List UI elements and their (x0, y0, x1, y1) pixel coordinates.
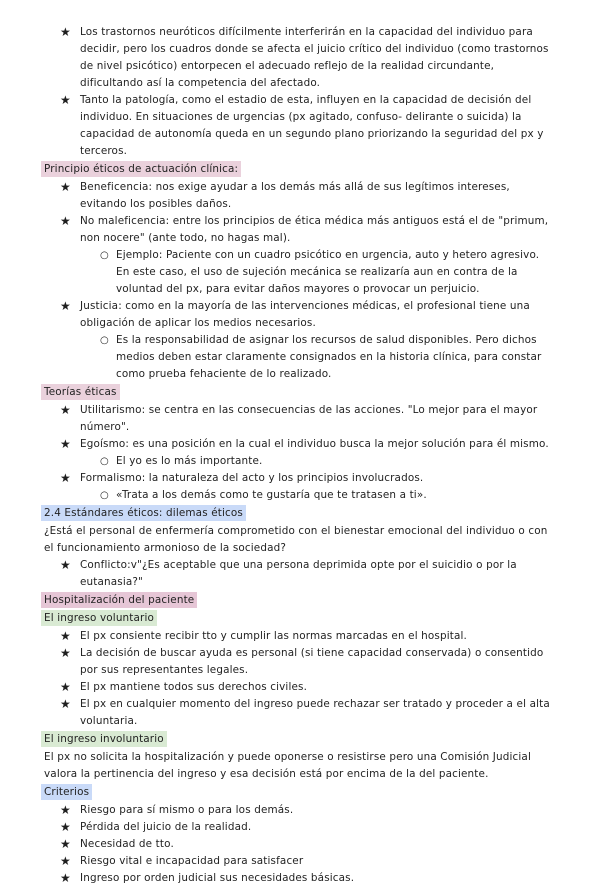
section-heading-teorias: Teorías éticas (0, 384, 600, 401)
sub-list-item-text: El yo es lo más importante. (116, 455, 263, 467)
list-item-text: Formalismo: la naturaleza del acto y los principios involucrados. (80, 472, 424, 484)
sub-list-item-text: Ejemplo: Paciente con un cuadro psicótico en urgencia, auto y hetero agresivo. En este caso, el uso de sujeción mecánica se realizaría aun en contra de la voluntad del px, para evitar daños mayores o provocar un perjuicio. (116, 249, 540, 295)
list-item (0, 213, 600, 247)
star-icon: ★ (60, 403, 71, 417)
star-icon: ★ (60, 437, 71, 451)
star-icon: ★ (60, 214, 71, 228)
star-icon: ★ (60, 646, 71, 660)
list-item (0, 628, 600, 645)
list-item-text: La decisión de buscar ayuda es personal (si tiene capacidad conservada) o consentido por sus representantes legales. (80, 647, 544, 676)
sub-list-item (0, 453, 600, 470)
star-icon: ★ (60, 299, 71, 313)
circle-icon: ○ (100, 250, 109, 261)
star-icon: ★ (60, 871, 71, 885)
star-icon: ★ (60, 93, 71, 107)
list-item (0, 802, 600, 819)
sub-list-item (0, 487, 600, 504)
list-item (0, 298, 600, 332)
list-item (0, 436, 600, 453)
star-icon: ★ (60, 697, 71, 711)
list-item-text: No maleficencia: entre los principios de ética médica más antiguos está el de "primum, non nocere" (ante todo, no hagas mal). (80, 215, 549, 244)
list-item-text: Riesgo vital e incapacidad para satisfacer (80, 855, 304, 867)
star-icon: ★ (60, 629, 71, 643)
list-item-text: El px consiente recibir tto y cumplir las normas marcadas en el hospital. (80, 630, 468, 642)
sub-list-item (0, 332, 600, 383)
list-item-text: Egoísmo: es una posición en la cual el individuo busca la mejor solución para él mismo. (80, 438, 549, 450)
sub-list-item-text: Es la responsabilidad de asignar los recursos de salud disponibles. Pero dichos medios deben estar claramente consignados en la historia clínica, para constar como prueba fehaciente de lo realizado. (116, 334, 542, 380)
list-item-text: Necesidad de tto. (80, 838, 174, 850)
list-item (0, 645, 600, 679)
section-heading-principios: Principio éticos de actuación clínica: (0, 161, 600, 178)
section-heading-hospitalizacion: Hospitalización del paciente (0, 592, 600, 609)
star-icon: ★ (60, 803, 71, 817)
list-item-text: Pérdida del juicio de la realidad. (80, 821, 252, 833)
sub-list-item-text: «Trata a los demás como te gustaría que te tratasen a ti». (116, 489, 427, 501)
subheading-involuntario: El ingreso involuntario (0, 731, 600, 748)
star-icon: ★ (60, 180, 71, 194)
list-item (0, 24, 600, 92)
circle-icon: ○ (100, 490, 109, 501)
list-item-text: Utilitarismo: se centra en las consecuencias de las acciones. "Lo mejor para el mayor número". (80, 404, 538, 433)
list-item-text: Tanto la patología, como el estadio de esta, influyen en la capacidad de decisión del individuo. En situaciones de urgencias (px agitado, confuso- delirante o suicida) la capacidad de autonomía queda en un segundo plano priorizando la seguridad del px y terceros. (80, 94, 544, 157)
sub-list-item (0, 247, 600, 298)
paragraph-involuntario: El px no solicita la hospitalización y puede oponerse o resistirse pero una Comisión Judicial valora la pertinencia del ingreso y esa decisión está por encima de la del paciente. (44, 751, 531, 780)
subheading-criterios: Criterios (0, 784, 600, 801)
list-item-text: Los trastornos neuróticos difícilmente interferirán en la capacidad del individuo para decidir, pero los cuadros donde se afecta el juicio crítico del individuo (como trastornos de nivel psicótico) entorpecen el adecuado reflejo de la realidad circundante, dificultando así la competencia del afectado. (80, 26, 549, 89)
star-icon: ★ (60, 25, 71, 39)
star-icon: ★ (60, 471, 71, 485)
list-item-text: Conflicto:v"¿Es aceptable que una persona deprimida opte por el suicidio o por la eutanasia?" (80, 559, 517, 588)
paragraph-question: ¿Está el personal de enfermería comprometido con el bienestar emocional del individuo o con el funcionamiento armonioso de la sociedad? (44, 525, 548, 554)
list-item (0, 179, 600, 213)
circle-icon: ○ (100, 335, 109, 346)
subheading-voluntario: El ingreso voluntario (0, 610, 600, 627)
list-item-text: Beneficencia: nos exige ayudar a los demás más allá de sus legítimos intereses, evitando los posibles daños. (80, 181, 510, 210)
list-item (0, 557, 600, 591)
star-icon: ★ (60, 558, 71, 572)
list-item-text: Justicia: como en la mayoría de las intervenciones médicas, el profesional tiene una obligación de aplicar los medios necesarios. (80, 300, 530, 329)
star-icon: ★ (60, 854, 71, 868)
list-item (0, 402, 600, 436)
list-item (0, 853, 600, 870)
list-item (0, 470, 600, 487)
list-item-text: Ingreso por orden judicial sus necesidades básicas. (80, 872, 355, 884)
star-icon: ★ (60, 680, 71, 694)
star-icon: ★ (60, 820, 71, 834)
star-icon: ★ (60, 837, 71, 851)
list-item-text: Riesgo para sí mismo o para los demás. (80, 804, 294, 816)
list-item (0, 870, 600, 887)
list-item (0, 679, 600, 696)
circle-icon: ○ (100, 456, 109, 467)
list-item (0, 836, 600, 853)
list-item (0, 696, 600, 730)
list-item-text: El px mantiene todos sus derechos civiles. (80, 681, 308, 693)
section-heading-estandares: 2.4 Estándares éticos: dilemas éticos (0, 505, 600, 522)
list-item (0, 819, 600, 836)
list-item (0, 92, 600, 160)
list-item-text: El px en cualquier momento del ingreso puede rechazar ser tratado y proceder a el alta voluntaria. (80, 698, 550, 727)
